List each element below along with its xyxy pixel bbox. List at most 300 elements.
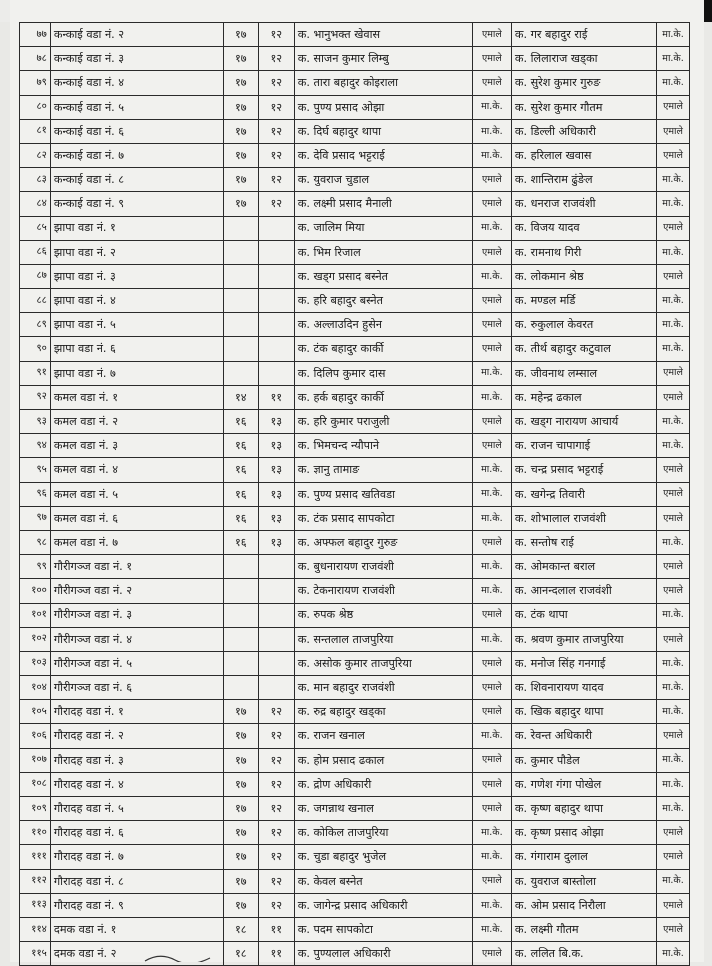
candidate-one-cell: क. दिलिप कुमार दास xyxy=(294,361,472,385)
candidate-one-cell: क. पदम सापकोटा xyxy=(294,917,472,941)
ward-cell: कन्काई वडा नं. ५ xyxy=(50,95,223,119)
serial-number-cell: ९३ xyxy=(20,410,51,434)
serial-number-cell: १०३ xyxy=(20,651,51,675)
candidate-one-cell: क. चुडा बहादुर भुजेल xyxy=(294,845,472,869)
count-a-cell xyxy=(223,289,258,313)
count-a-cell: १७ xyxy=(223,47,258,71)
ward-cell: कन्काई वडा नं. ३ xyxy=(50,47,223,71)
party-one-cell: एमाले xyxy=(472,23,511,47)
party-one-cell: मा.के. xyxy=(472,143,511,167)
count-b-cell: १२ xyxy=(258,95,294,119)
candidate-one-cell: क. मान बहादुर राजवंशी xyxy=(294,676,472,700)
party-one-cell: एमाले xyxy=(472,434,511,458)
count-a-cell: १७ xyxy=(223,748,258,772)
table-row xyxy=(20,47,690,71)
count-a-cell: १७ xyxy=(223,700,258,724)
table-row xyxy=(20,482,690,506)
candidate-one-cell: क. टेकनारायण राजवंशी xyxy=(294,579,472,603)
party-two-cell: मा.के. xyxy=(657,651,690,675)
serial-number-cell: १०१ xyxy=(20,603,51,627)
party-two-cell: एमाले xyxy=(657,506,690,530)
serial-number-cell: ९६ xyxy=(20,482,51,506)
candidate-one-cell: क. साजन कुमार लिम्बु xyxy=(294,47,472,71)
ward-cell: कमल वडा नं. ६ xyxy=(50,506,223,530)
table-row xyxy=(20,942,690,966)
party-one-cell: एमाले xyxy=(472,240,511,264)
party-two-cell: मा.के. xyxy=(657,942,690,966)
party-two-cell: एमाले xyxy=(657,893,690,917)
ward-cell: कन्काई वडा नं. २ xyxy=(50,23,223,47)
table-row xyxy=(20,748,690,772)
party-two-cell: एमाले xyxy=(657,458,690,482)
party-two-cell: एमाले xyxy=(657,143,690,167)
table-row xyxy=(20,579,690,603)
ward-cell: झापा वडा नं. १ xyxy=(50,216,223,240)
count-a-cell: १७ xyxy=(223,143,258,167)
party-two-cell: मा.के. xyxy=(657,748,690,772)
serial-number-cell: ७७ xyxy=(20,23,51,47)
ward-cell: गौरादह वडा नं. ८ xyxy=(50,869,223,893)
party-two-cell: मा.के. xyxy=(657,337,690,361)
ward-cell: गौरादह वडा नं. ४ xyxy=(50,772,223,796)
candidate-one-cell: क. युवराज चुडाल xyxy=(294,168,472,192)
count-b-cell: १३ xyxy=(258,434,294,458)
count-b-cell xyxy=(258,555,294,579)
ward-cell: कन्काई वडा नं. ६ xyxy=(50,119,223,143)
party-one-cell: एमाले xyxy=(472,651,511,675)
count-b-cell: १२ xyxy=(258,797,294,821)
table-row xyxy=(20,530,690,554)
serial-number-cell: ८३ xyxy=(20,168,51,192)
party-one-cell: एमाले xyxy=(472,797,511,821)
candidate-two-cell: क. सुरेश कुमार गौतम xyxy=(511,95,656,119)
party-one-cell: मा.के. xyxy=(472,119,511,143)
count-a-cell: १६ xyxy=(223,458,258,482)
serial-number-cell: १०७ xyxy=(20,748,51,772)
candidate-two-cell: क. लिलाराज खड्का xyxy=(511,47,656,71)
table-row xyxy=(20,676,690,700)
party-one-cell: एमाले xyxy=(472,530,511,554)
count-b-cell: १२ xyxy=(258,700,294,724)
table-row xyxy=(20,264,690,288)
serial-number-cell: ८० xyxy=(20,95,51,119)
ward-cell: गौरादह वडा नं. २ xyxy=(50,724,223,748)
count-a-cell xyxy=(223,313,258,337)
party-one-cell: मा.के. xyxy=(472,579,511,603)
ward-cell: गौरीगञ्ज वडा नं. ३ xyxy=(50,603,223,627)
serial-number-cell: ८१ xyxy=(20,119,51,143)
party-one-cell: एमाले xyxy=(472,676,511,700)
party-one-cell: मा.के. xyxy=(472,627,511,651)
count-a-cell: १६ xyxy=(223,506,258,530)
count-b-cell xyxy=(258,361,294,385)
table-row xyxy=(20,555,690,579)
count-b-cell xyxy=(258,240,294,264)
candidate-one-cell: क. भिमचन्द न्यौपाने xyxy=(294,434,472,458)
serial-number-cell: १११ xyxy=(20,845,51,869)
ward-cell: दमक वडा नं. २ xyxy=(50,942,223,966)
serial-number-cell: ११२ xyxy=(20,869,51,893)
party-two-cell: एमाले xyxy=(657,482,690,506)
ward-cell: झापा वडा नं. ७ xyxy=(50,361,223,385)
serial-number-cell: ११३ xyxy=(20,893,51,917)
count-a-cell xyxy=(223,264,258,288)
party-one-cell: मा.के. xyxy=(472,361,511,385)
ward-cell: झापा वडा नं. २ xyxy=(50,240,223,264)
serial-number-cell: ८७ xyxy=(20,264,51,288)
serial-number-cell: १०६ xyxy=(20,724,51,748)
party-two-cell: मा.के. xyxy=(657,47,690,71)
table-row xyxy=(20,434,690,458)
table-row xyxy=(20,216,690,240)
count-b-cell: १२ xyxy=(258,748,294,772)
count-b-cell: १२ xyxy=(258,845,294,869)
table-row xyxy=(20,410,690,434)
serial-number-cell: १०५ xyxy=(20,700,51,724)
candidate-two-cell: क. मण्डल मर्डि xyxy=(511,289,656,313)
candidate-two-cell: क. गर बहादुर राई xyxy=(511,23,656,47)
count-b-cell: १३ xyxy=(258,530,294,554)
party-two-cell: मा.के. xyxy=(657,71,690,95)
count-a-cell xyxy=(223,337,258,361)
ward-cell: कमल वडा नं. ३ xyxy=(50,434,223,458)
count-b-cell xyxy=(258,289,294,313)
candidate-two-cell: क. लक्ष्मी गौतम xyxy=(511,917,656,941)
count-a-cell: १४ xyxy=(223,385,258,409)
candidate-two-cell: क. महेन्द्र ढकाल xyxy=(511,385,656,409)
serial-number-cell: १०२ xyxy=(20,627,51,651)
candidate-two-cell: क. धनराज राजवंशी xyxy=(511,192,656,216)
count-a-cell xyxy=(223,579,258,603)
serial-number-cell: ८२ xyxy=(20,143,51,167)
candidate-two-cell: क. ओम प्रसाद निरौला xyxy=(511,893,656,917)
candidate-one-cell: क. अल्लाउदिन हुसेन xyxy=(294,313,472,337)
table-row xyxy=(20,168,690,192)
table-row xyxy=(20,240,690,264)
party-one-cell: मा.के. xyxy=(472,385,511,409)
table-row xyxy=(20,724,690,748)
candidate-one-cell: क. दिर्घ बहादुर थापा xyxy=(294,119,472,143)
party-one-cell: एमाले xyxy=(472,47,511,71)
candidate-one-cell: क. जागेन्द्र प्रसाद अधिकारी xyxy=(294,893,472,917)
party-two-cell: मा.के. xyxy=(657,603,690,627)
ward-cell: कमल वडा नं. ५ xyxy=(50,482,223,506)
candidate-two-cell: क. गंगाराम दुलाल xyxy=(511,845,656,869)
candidate-one-cell: क. हरि कुमार पराजुली xyxy=(294,410,472,434)
count-b-cell: १२ xyxy=(258,724,294,748)
party-two-cell: मा.के. xyxy=(657,168,690,192)
party-one-cell: मा.के. xyxy=(472,458,511,482)
party-two-cell: एमाले xyxy=(657,119,690,143)
table-row xyxy=(20,385,690,409)
party-one-cell: एमाले xyxy=(472,337,511,361)
candidate-two-cell: क. आनन्दलाल राजवंशी xyxy=(511,579,656,603)
count-a-cell xyxy=(223,240,258,264)
count-b-cell xyxy=(258,676,294,700)
candidate-one-cell: क. रुद्र बहादुर खड्का xyxy=(294,700,472,724)
candidate-two-cell: क. रुकुलाल केवरत xyxy=(511,313,656,337)
count-b-cell: १२ xyxy=(258,772,294,796)
party-two-cell: एमाले xyxy=(657,579,690,603)
party-two-cell: मा.के. xyxy=(657,700,690,724)
candidate-one-cell: क. हर्क बहादुर कार्की xyxy=(294,385,472,409)
candidate-two-cell: क. श्रवण कुमार ताजपुरिया xyxy=(511,627,656,651)
count-a-cell xyxy=(223,361,258,385)
candidate-one-cell: क. पुण्य प्रसाद ओझा xyxy=(294,95,472,119)
party-one-cell: मा.के. xyxy=(472,821,511,845)
table-row xyxy=(20,71,690,95)
party-one-cell: एमाले xyxy=(472,410,511,434)
count-b-cell: १२ xyxy=(258,23,294,47)
candidate-two-cell: क. गणेश गंगा पोखेल xyxy=(511,772,656,796)
candidate-two-cell: क. हरिलाल खवास xyxy=(511,143,656,167)
serial-number-cell: ९२ xyxy=(20,385,51,409)
party-two-cell: मा.के. xyxy=(657,797,690,821)
candidate-two-cell: क. शोभालाल राजवंशी xyxy=(511,506,656,530)
party-one-cell: मा.के. xyxy=(472,264,511,288)
count-b-cell: १२ xyxy=(258,893,294,917)
count-a-cell: १६ xyxy=(223,530,258,554)
serial-number-cell: ११० xyxy=(20,821,51,845)
table-row xyxy=(20,337,690,361)
candidate-two-cell: क. मनोज सिंह गनगाई xyxy=(511,651,656,675)
count-a-cell: १८ xyxy=(223,942,258,966)
party-two-cell: एमाले xyxy=(657,385,690,409)
party-one-cell: मा.के. xyxy=(472,95,511,119)
party-two-cell: मा.के. xyxy=(657,869,690,893)
count-b-cell: ११ xyxy=(258,385,294,409)
party-one-cell: एमाले xyxy=(472,289,511,313)
candidate-one-cell: क. ज्ञानु तामाङ xyxy=(294,458,472,482)
candidate-one-cell: क. जगन्नाथ खनाल xyxy=(294,797,472,821)
count-a-cell xyxy=(223,603,258,627)
candidate-two-cell: क. युवराज बास्तोला xyxy=(511,869,656,893)
count-b-cell xyxy=(258,579,294,603)
party-two-cell: एमाले xyxy=(657,216,690,240)
table-row xyxy=(20,627,690,651)
table-row xyxy=(20,869,690,893)
count-a-cell: १७ xyxy=(223,772,258,796)
candidate-two-cell: क. रेवन्त अधिकारी xyxy=(511,724,656,748)
count-a-cell: १७ xyxy=(223,23,258,47)
count-b-cell: ११ xyxy=(258,917,294,941)
party-one-cell: मा.के. xyxy=(472,482,511,506)
pen-mark xyxy=(140,950,300,962)
ward-cell: कमल वडा नं. १ xyxy=(50,385,223,409)
count-a-cell: १७ xyxy=(223,869,258,893)
candidate-one-cell: क. टंक बहादुर कार्की xyxy=(294,337,472,361)
serial-number-cell: ९९ xyxy=(20,555,51,579)
party-one-cell: एमाले xyxy=(472,942,511,966)
table-row xyxy=(20,821,690,845)
ward-cell: गौरादह वडा नं. १ xyxy=(50,700,223,724)
candidate-two-cell: क. रामनाथ गिरी xyxy=(511,240,656,264)
candidate-one-cell: क. टंक प्रसाद सापकोटा xyxy=(294,506,472,530)
ward-cell: गौरीगञ्ज वडा नं. ४ xyxy=(50,627,223,651)
table-row xyxy=(20,651,690,675)
candidate-one-cell: क. रुपक श्रेष्ठ xyxy=(294,603,472,627)
count-a-cell: १७ xyxy=(223,168,258,192)
ward-cell: झापा वडा नं. ६ xyxy=(50,337,223,361)
party-two-cell: मा.के. xyxy=(657,410,690,434)
candidate-two-cell: क. कृष्ण बहादुर थापा xyxy=(511,797,656,821)
candidate-one-cell: क. बुधनारायण राजवंशी xyxy=(294,555,472,579)
count-a-cell: १६ xyxy=(223,410,258,434)
table-row xyxy=(20,23,690,47)
party-two-cell: एमाले xyxy=(657,821,690,845)
count-b-cell: ११ xyxy=(258,942,294,966)
serial-number-cell: १०४ xyxy=(20,676,51,700)
ward-cell: गौरीगञ्ज वडा नं. २ xyxy=(50,579,223,603)
count-a-cell: १७ xyxy=(223,119,258,143)
party-two-cell: मा.के. xyxy=(657,192,690,216)
serial-number-cell: ८४ xyxy=(20,192,51,216)
party-two-cell: मा.के. xyxy=(657,530,690,554)
candidate-two-cell: क. खड्ग नारायण आचार्य xyxy=(511,410,656,434)
party-two-cell: एमाले xyxy=(657,555,690,579)
party-two-cell: मा.के. xyxy=(657,676,690,700)
candidate-two-cell: क. ओमकान्त बराल xyxy=(511,555,656,579)
party-two-cell: मा.के. xyxy=(657,772,690,796)
candidate-two-cell: क. सुरेश कुमार गुरुङ xyxy=(511,71,656,95)
candidate-table xyxy=(19,22,690,966)
candidate-one-cell: क. हरि बहादुर बस्नेत xyxy=(294,289,472,313)
count-b-cell: १२ xyxy=(258,821,294,845)
party-two-cell: एमाले xyxy=(657,95,690,119)
party-two-cell: मा.के. xyxy=(657,23,690,47)
candidate-one-cell: क. पुण्य प्रसाद खतिवडा xyxy=(294,482,472,506)
count-b-cell: १३ xyxy=(258,410,294,434)
table-row xyxy=(20,845,690,869)
party-one-cell: एमाले xyxy=(472,603,511,627)
party-one-cell: मा.के. xyxy=(472,893,511,917)
candidate-two-cell: क. टंक थापा xyxy=(511,603,656,627)
count-b-cell: १३ xyxy=(258,458,294,482)
party-one-cell: मा.के. xyxy=(472,917,511,941)
count-b-cell xyxy=(258,216,294,240)
candidate-one-cell: क. भिम रिजाल xyxy=(294,240,472,264)
table-row xyxy=(20,361,690,385)
candidate-one-cell: क. लक्ष्मी प्रसाद मैनाली xyxy=(294,192,472,216)
party-one-cell: एमाले xyxy=(472,71,511,95)
table-body xyxy=(20,23,690,966)
candidate-one-cell: क. देवि प्रसाद भट्टराई xyxy=(294,143,472,167)
candidate-two-cell: क. चन्द्र प्रसाद भट्टराई xyxy=(511,458,656,482)
count-b-cell: १२ xyxy=(258,168,294,192)
ward-cell: गौरादह वडा नं. ७ xyxy=(50,845,223,869)
party-one-cell: एमाले xyxy=(472,772,511,796)
count-a-cell xyxy=(223,676,258,700)
party-two-cell: मा.के. xyxy=(657,240,690,264)
table-row xyxy=(20,700,690,724)
party-one-cell: मा.के. xyxy=(472,845,511,869)
candidate-two-cell: क. तीर्थ बहादुर कटुवाल xyxy=(511,337,656,361)
candidate-one-cell: क. तारा बहादुर कोइराला xyxy=(294,71,472,95)
count-b-cell: १२ xyxy=(258,869,294,893)
party-one-cell: एमाले xyxy=(472,168,511,192)
party-one-cell: एमाले xyxy=(472,313,511,337)
ward-cell: कन्काई वडा नं. ९ xyxy=(50,192,223,216)
party-one-cell: एमाले xyxy=(472,192,511,216)
ward-cell: गौरादह वडा नं. ९ xyxy=(50,893,223,917)
count-a-cell xyxy=(223,627,258,651)
serial-number-cell: १०९ xyxy=(20,797,51,821)
ward-cell: गौरादह वडा नं. ३ xyxy=(50,748,223,772)
candidate-two-cell: क. लोकमान श्रेष्ठ xyxy=(511,264,656,288)
table-row xyxy=(20,458,690,482)
candidate-two-cell: क. शिवनारायण यादव xyxy=(511,676,656,700)
party-two-cell: मा.के. xyxy=(657,434,690,458)
candidate-two-cell: क. शान्तिराम ढुंङेल xyxy=(511,168,656,192)
candidate-one-cell: क. द्रोण अधिकारी xyxy=(294,772,472,796)
serial-number-cell: १०० xyxy=(20,579,51,603)
serial-number-cell: ९८ xyxy=(20,530,51,554)
candidate-one-cell: क. असोक कुमार ताजपुरिया xyxy=(294,651,472,675)
candidate-two-cell: क. कुमार पौडेल xyxy=(511,748,656,772)
candidate-one-cell: क. कोकिल ताजपुरिया xyxy=(294,821,472,845)
ward-cell: गौरीगञ्ज वडा नं. ६ xyxy=(50,676,223,700)
candidate-two-cell: क. राजन चापागाई xyxy=(511,434,656,458)
count-a-cell: १७ xyxy=(223,797,258,821)
table-row xyxy=(20,119,690,143)
candidate-two-cell: क. खिक बहादुर थापा xyxy=(511,700,656,724)
serial-number-cell: ९५ xyxy=(20,458,51,482)
count-b-cell xyxy=(258,337,294,361)
count-b-cell: १३ xyxy=(258,506,294,530)
party-two-cell: एमाले xyxy=(657,845,690,869)
ward-cell: कन्काई वडा नं. ८ xyxy=(50,168,223,192)
candidate-one-cell: क. होम प्रसाद ढकाल xyxy=(294,748,472,772)
serial-number-cell: १०८ xyxy=(20,772,51,796)
count-a-cell: १७ xyxy=(223,724,258,748)
candidate-two-cell: क. खगेन्द्र तिवारी xyxy=(511,482,656,506)
party-two-cell: एमाले xyxy=(657,361,690,385)
count-b-cell: १२ xyxy=(258,47,294,71)
count-b-cell: १३ xyxy=(258,482,294,506)
table-row xyxy=(20,797,690,821)
count-a-cell: १८ xyxy=(223,917,258,941)
serial-number-cell: ११४ xyxy=(20,917,51,941)
serial-number-cell: ८९ xyxy=(20,313,51,337)
count-a-cell: १७ xyxy=(223,893,258,917)
party-one-cell: एमाले xyxy=(472,748,511,772)
count-b-cell: १२ xyxy=(258,71,294,95)
candidate-one-cell: क. सन्तलाल ताजपुरिया xyxy=(294,627,472,651)
count-a-cell: १७ xyxy=(223,95,258,119)
table-row xyxy=(20,313,690,337)
ward-cell: कमल वडा नं. ७ xyxy=(50,530,223,554)
table-row xyxy=(20,917,690,941)
count-a-cell xyxy=(223,651,258,675)
ward-cell: कमल वडा नं. ४ xyxy=(50,458,223,482)
candidate-one-cell: क. जालिम मिया xyxy=(294,216,472,240)
count-a-cell: १७ xyxy=(223,192,258,216)
candidate-two-cell: क. डिल्ली अधिकारी xyxy=(511,119,656,143)
candidate-one-cell: क. पुण्यलाल अधिकारी xyxy=(294,942,472,966)
party-one-cell: मा.के. xyxy=(472,555,511,579)
count-b-cell: १२ xyxy=(258,119,294,143)
serial-number-cell: ८५ xyxy=(20,216,51,240)
ward-cell: कन्काई वडा नं. ७ xyxy=(50,143,223,167)
candidate-two-cell: क. विजय यादव xyxy=(511,216,656,240)
count-a-cell xyxy=(223,216,258,240)
candidate-one-cell: क. भानुभक्त खेवास xyxy=(294,23,472,47)
ward-cell: झापा वडा नं. ३ xyxy=(50,264,223,288)
count-a-cell: १६ xyxy=(223,434,258,458)
table-row xyxy=(20,192,690,216)
candidate-two-cell: क. ललित बि.क. xyxy=(511,942,656,966)
serial-number-cell: ७८ xyxy=(20,47,51,71)
